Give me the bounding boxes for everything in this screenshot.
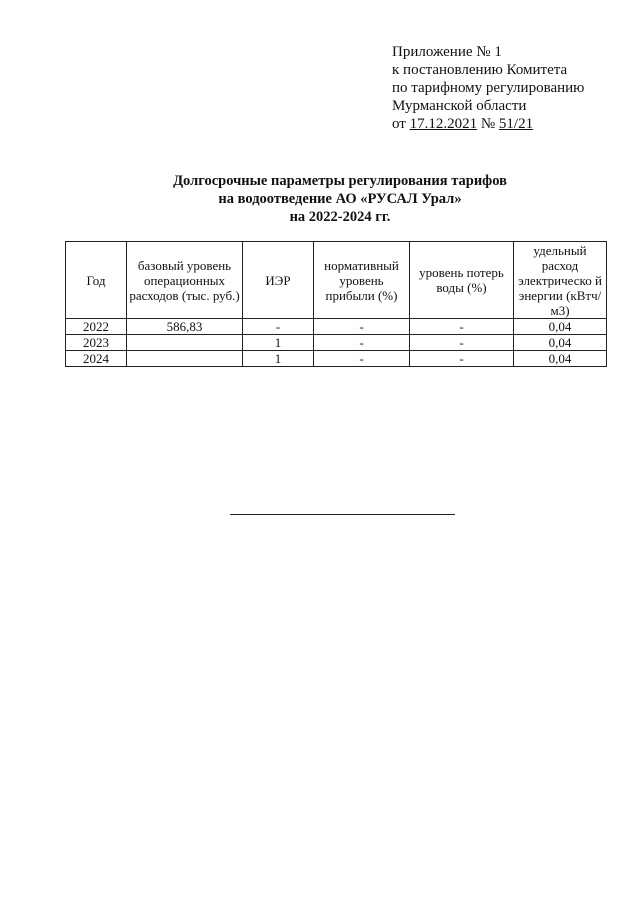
column-header: уровень потерь воды (%) — [410, 242, 514, 319]
table-cell: 2024 — [66, 351, 127, 367]
number-prefix: № — [480, 116, 496, 132]
column-header: Год — [66, 242, 127, 319]
document-title — [0, 172, 640, 226]
table-cell: - — [243, 319, 314, 335]
table-cell: - — [314, 335, 410, 351]
table-cell: - — [314, 319, 410, 335]
table-cell: - — [410, 335, 514, 351]
table-cell: 2023 — [66, 335, 127, 351]
date: 17.12.2021 — [409, 116, 478, 132]
table-cell: - — [314, 351, 410, 367]
approval-date-line — [392, 115, 584, 133]
title-line: на 2022-2024 гг. — [289, 209, 391, 225]
column-header: нормативный уровень прибыли (%) — [314, 242, 410, 319]
column-header: базовый уровень операционных расходов (тыс. руб.) — [127, 242, 243, 319]
column-header: удельный расход электрическо й энергии (кВтч/м3) — [514, 242, 607, 319]
approval-line: Мурманской области — [392, 98, 527, 114]
table-header-row — [66, 242, 607, 319]
table-cell — [127, 335, 243, 351]
approval-block — [392, 43, 584, 133]
date-prefix: от — [392, 116, 406, 132]
approval-line: по тарифному регулированию — [392, 80, 585, 96]
table-row — [66, 335, 607, 351]
table-cell: 1 — [243, 335, 314, 351]
table-row — [66, 351, 607, 367]
table-cell: 0,04 — [514, 335, 607, 351]
table-cell: 0,04 — [514, 351, 607, 367]
number: 51/21 — [498, 116, 534, 132]
parameters-table — [65, 241, 607, 367]
title-line: на водоотведение АО «РУСАЛ Урал» — [218, 191, 462, 207]
table-cell: - — [410, 351, 514, 367]
table-cell: 0,04 — [514, 319, 607, 335]
title-line: Долгосрочные параметры регулирования тарифов — [173, 173, 507, 189]
closing-divider-line — [230, 514, 455, 515]
table-cell — [127, 351, 243, 367]
column-header: ИЭР — [243, 242, 314, 319]
table-row — [66, 319, 607, 335]
approval-line: Приложение № 1 — [392, 44, 502, 60]
approval-line: к постановлению Комитета — [392, 62, 568, 78]
table-cell: 1 — [243, 351, 314, 367]
table-cell: 2022 — [66, 319, 127, 335]
table-cell: 586,83 — [127, 319, 243, 335]
table-cell: - — [410, 319, 514, 335]
